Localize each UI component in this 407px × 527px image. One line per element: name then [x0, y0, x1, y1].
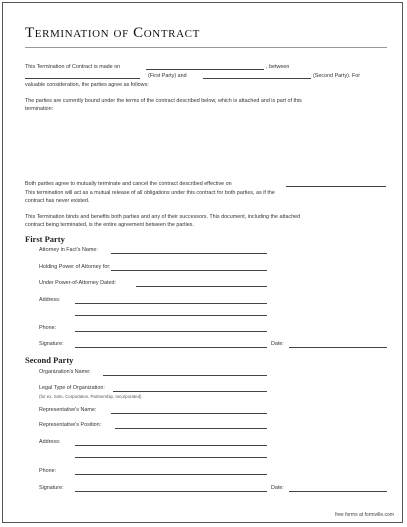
first-address-field-1[interactable] — [75, 303, 267, 304]
para1-line-1: The parties are currently bound under the terms of the contract described below, which is attached and is part of this — [25, 98, 302, 104]
first-date-field[interactable] — [289, 347, 387, 348]
intro-line-3: valuable consideration, the parties agree as follows: — [25, 82, 149, 88]
second-signature-field[interactable] — [75, 491, 267, 492]
first-address-field-2[interactable] — [75, 315, 267, 316]
first-party-heading: First Party — [25, 234, 65, 244]
intro-line-2b: (Second Party). For — [313, 73, 361, 79]
second-address-field-2[interactable] — [75, 457, 267, 458]
holding-poa-label: Holding Power of Attorney for: — [39, 264, 111, 270]
legal-type-field[interactable] — [113, 391, 267, 392]
poa-dated-label: Under Power-of-Attorney Dated: — [39, 280, 117, 286]
first-phone-field[interactable] — [75, 331, 267, 332]
document-page — [2, 2, 403, 523]
legal-type-label: Legal Type of Organization: — [39, 385, 105, 391]
second-address-field-1[interactable] — [75, 445, 267, 446]
footer-credit: free forms at formville.com — [335, 512, 394, 518]
para3-line-2: contract being terminated, is the entire agreement between the parties. — [25, 222, 195, 228]
first-party-name-field[interactable] — [25, 78, 140, 79]
effective-date-field[interactable] — [286, 186, 386, 187]
intro-line-1b: , between — [266, 64, 290, 70]
first-phone-label: Phone: — [39, 325, 57, 331]
second-date-field[interactable] — [289, 491, 387, 492]
second-party-name-field[interactable] — [203, 78, 311, 79]
second-signature-label: Signature: — [39, 485, 64, 491]
first-signature-field[interactable] — [75, 347, 267, 348]
holding-poa-field[interactable] — [111, 270, 267, 271]
para2-line-1: Both parties agree to mutually terminate and cancel the contract described effective on — [25, 181, 232, 187]
para2-line-2: This termination will act as a mutual release of all obligations under this contract for both parties, as if the — [25, 190, 275, 196]
first-address-label: Address: — [39, 297, 61, 303]
title-divider — [25, 47, 387, 48]
intro-line-1a: This Termination of Contract is made on — [25, 64, 121, 70]
attorney-name-label: Attorney in Fact's Name: — [39, 247, 98, 253]
org-name-label: Organization's Name: — [39, 369, 91, 375]
legal-type-hint: (for ex. Sole, Corporation, Partnership, Incorporated) — [39, 394, 142, 399]
para3-line-1: This Termination binds and benefits both parties and any of their successors. This document, including the attached — [25, 214, 301, 220]
rep-position-field[interactable] — [115, 428, 267, 429]
org-name-field[interactable] — [103, 375, 267, 376]
second-phone-label: Phone: — [39, 468, 57, 474]
document-title: Termination of Contract — [25, 25, 200, 41]
rep-name-label: Representative's Name: — [39, 407, 97, 413]
second-date-label: Date: — [271, 485, 284, 491]
second-phone-field[interactable] — [75, 474, 267, 475]
rep-name-field[interactable] — [111, 413, 267, 414]
second-party-heading: Second Party — [25, 355, 74, 365]
attorney-name-field[interactable] — [111, 253, 267, 254]
second-address-label: Address: — [39, 439, 61, 445]
first-signature-label: Signature: — [39, 341, 64, 347]
intro-date-field[interactable] — [146, 69, 264, 70]
poa-dated-field[interactable] — [136, 286, 267, 287]
first-date-label: Date: — [271, 341, 284, 347]
intro-line-2a: (First Party) and — [148, 73, 187, 79]
para1-line-2: termination: — [25, 106, 54, 112]
rep-position-label: Representative's Position: — [39, 422, 102, 428]
para2-line-3: contract has never existed. — [25, 198, 90, 204]
